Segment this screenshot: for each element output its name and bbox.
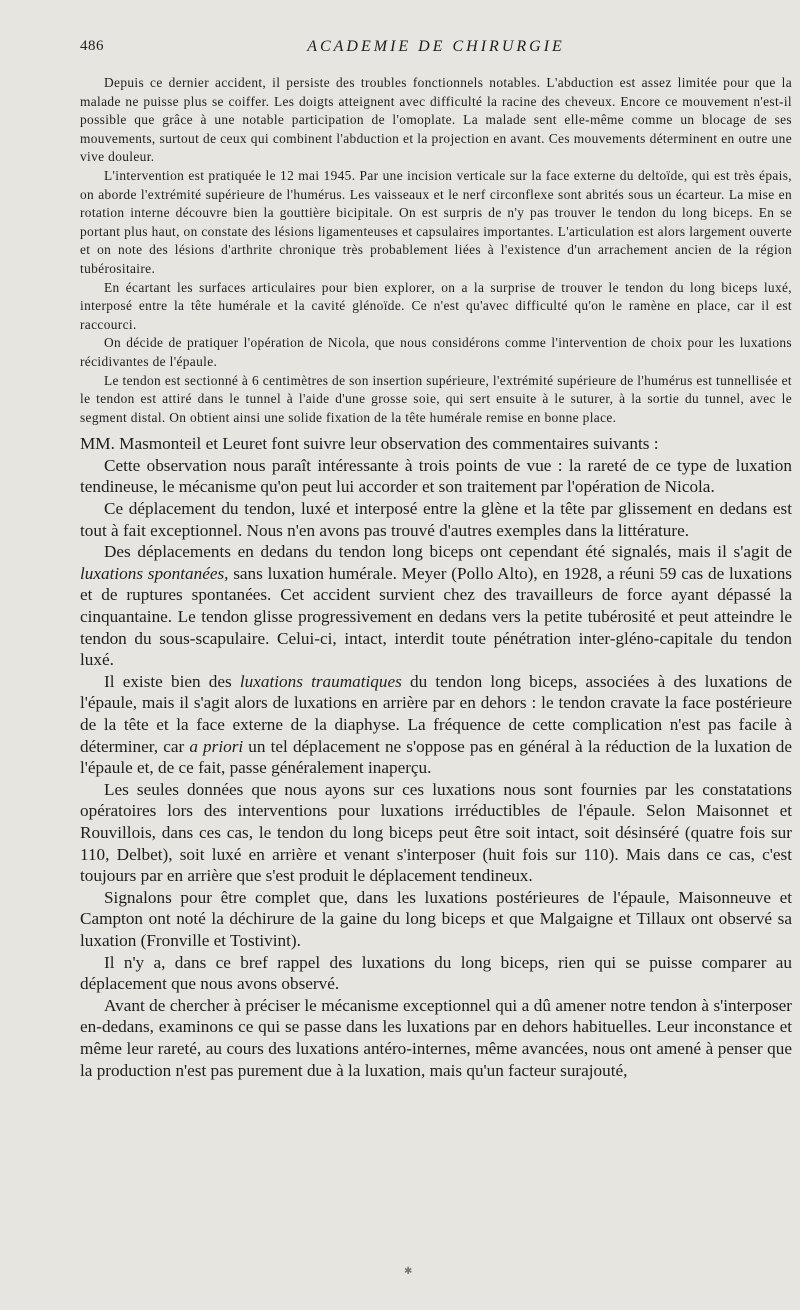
text-run: un tel déplacement ne s'oppose pas en général à la réduction de la luxation de l'épaule et, de ce fait, passe généralement inaperçu. [80, 736, 793, 778]
commentary-section [80, 433, 792, 1081]
page-body [80, 74, 792, 1081]
commentary-paragraph: Ce déplacement du tendon, luxé et interposé entre la glène et la tête par glissement en dedans est tout à fait exceptionnel. Nous n'en avons pas trouvé d'autres exemples dans la littérature. [80, 499, 792, 540]
case-paragraph: L'intervention est pratiquée le 12 mai 1945. Par une incision verticale sur la face externe du deltoïde, qui est très épais, on aborde l'extrémité supérieure de l'humérus. Les vaisseaux et le nerf circonflexe sont abrités sous un écarteur. La mise en rotation interne découvre bien la gouttière bicipitale. On est surpris de n'y pas trouver le tendon du long biceps. En se portant plus haut, on constate des lésions ligamenteuses et capsulaires importantes. L'articulation est alors largement ouverte et on note des lésions d'arthrite chronique très probablement liées à l'existence d'un arrachement ancien de la région tubérositaire. [80, 167, 792, 276]
emphasis-text: a priori [189, 736, 244, 756]
commentary-paragraph [80, 541, 792, 671]
page-number: 486 [80, 38, 104, 54]
text-run: Des déplacements en dedans du tendon long biceps ont cependant été signalés, mais il s'agit de [104, 542, 792, 562]
commentary-intro: MM. Masmonteil et Leuret font suivre leur observation des commentaires suivants : [80, 434, 659, 454]
case-report-section [80, 74, 792, 427]
text-run: du tendon long biceps, associées à des luxations de l'épaule, mais il s'agit alors de luxations en arrière par en dehors : le tendon cravate la face postérieure de la tête et la face externe de la diaphyse. La fréquence de cette complication n'est pas facile à déterminer, car [80, 671, 793, 756]
commentary-paragraph [80, 671, 792, 779]
page-header [80, 38, 792, 60]
running-title: ACADEMIE DE CHIRURGIE [307, 38, 565, 55]
print-mark: ✱ [404, 1266, 413, 1277]
case-paragraph: Le tendon est sectionné à 6 centimètres de son insertion supérieure, l'extrémité supérieure de l'humérus est tunnellisée et le tendon est attiré dans le tunnel à l'aide d'une grosse soie, qui sert ensuite à le suturer, à la sortie du tunnel, avec le segment distal. On obtient ainsi une solide fixation de la tête humérale remise en bonne place. [80, 372, 792, 425]
commentary-paragraph: Les seules données que nous ayons sur ces luxations nous sont fournies par les constatations opératoires lors des interventions pour luxations irréductibles de l'épaule. Selon Maisonnet et Rouvillois, dans ces cas, le tendon du long biceps peut être soit intact, soit désinséré (quatre fois sur 110, Delbet), soit luxé en arrière et venant s'interposer (huit fois sur 110). Mais dans ce cas, c'est toujours par en arrière que s'est produit le déplacement tendineux. [80, 779, 792, 886]
text-run: Il existe bien des [104, 671, 240, 691]
commentary-paragraph: Il n'y a, dans ce bref rappel des luxations du long biceps, rien qui se puisse comparer au déplacement que nous avons observé. [80, 952, 792, 994]
case-paragraph: En écartant les surfaces articulaires pour bien explorer, on a la surprise de trouver le tendon du long biceps luxé, interposé entre la tête humérale et la cavité glénoïde. Ce n'est qu'avec difficulté qu'on le ramène en place, car il est raccourci. [80, 279, 792, 332]
emphasis-text: luxations traumatiques [239, 671, 402, 691]
case-paragraph: On décide de pratiquer l'opération de Nicola, que nous considérons comme l'intervention de choix pour les luxations récidivantes de l'épaule. [80, 335, 792, 369]
commentary-paragraph: Signalons pour être complet que, dans les luxations postérieures de l'épaule, Maisonneuve et Campton ont noté la déchirure de la gaine du long biceps et que Malgaigne et Tillaux ont observé sa luxation (Fronville et Tostivint). [80, 887, 792, 950]
text-run: sans luxation humérale. Meyer (Pollo Alto), en 1928, a réuni 59 cas de luxations et de ruptures spontanées. Cet accident survient chez des travailleurs de force ayant dépassé la cinquantaine. Le tendon glisse progressivement en dedans vers la petite tubérosité et peut atteindre le tendon du sous-scapulaire. Celui-ci, intact, interdit toute pénétration inter-gléno-capitale du tendon luxé. [80, 563, 792, 670]
emphasis-text: luxations spontanées, [80, 563, 229, 583]
commentary-paragraph: Cette observation nous paraît intéressante à trois points de vue : la rareté de ce type de luxation tendineuse, le mécanisme qu'on peut lui accorder et son traitement par l'opération de Nicola. [80, 455, 792, 497]
commentary-paragraph: Avant de chercher à préciser le mécanisme exceptionnel qui a dû amener notre tendon à s'interposer en-dedans, examinons ce qui se passe dans les luxations par en dehors habituelles. Leur inconstance et même leur rareté, au cours des luxations antéro-internes, même avancées, nous ont amené à penser que la production n'est pas purement due à la luxation, mais qu'un facteur surajouté, [80, 995, 792, 1080]
case-paragraph: Depuis ce dernier accident, il persiste des troubles fonctionnels notables. L'abduction est assez limitée pour que la malade ne puisse plus se coiffer. Les doigts atteignent avec difficulté la racine des cheveux. Encore ce mouvement n'est-il possible que grâce à une notable participation de l'omoplate. La malade sent elle-même comme un blocage de ses mouvements, surtout de ceux qui combinent l'abduction et la projection en avant. Ces mouvements déterminent en outre une vive douleur. [80, 75, 792, 165]
